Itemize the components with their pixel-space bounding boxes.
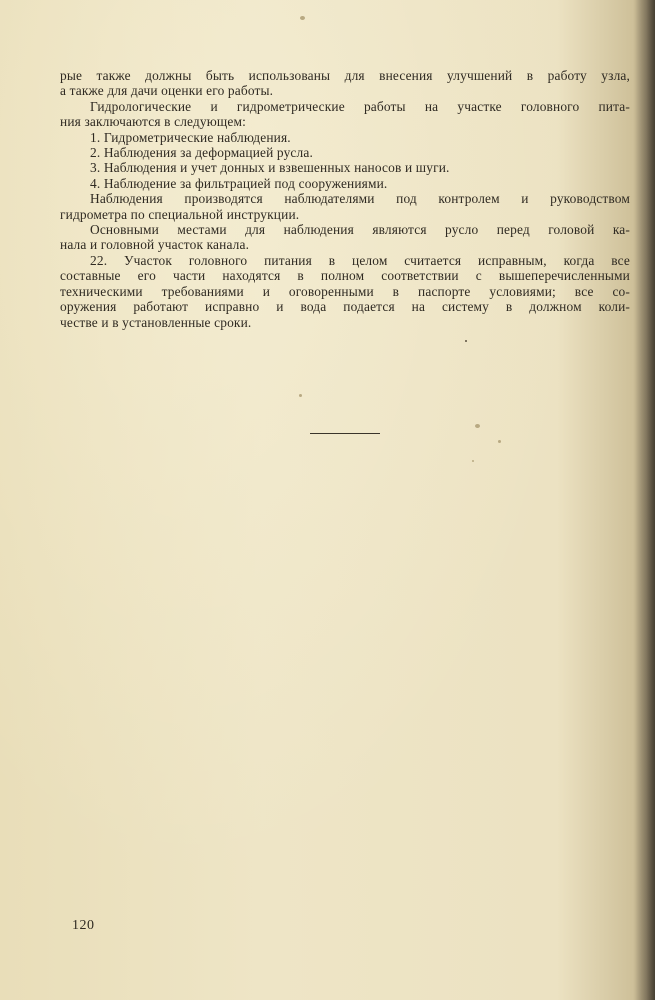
page-number: 120: [72, 918, 95, 933]
text-line: составные его части находятся в полном соответствии с вышеперечисленными: [60, 268, 630, 284]
page-edge-shadow: [633, 0, 655, 1000]
text-line: рые также должны быть использованы для внесения улучшений в работу узла,: [60, 68, 630, 83]
paper-speck: [475, 424, 480, 428]
text-line: 3. Наблюдения и учет донных и взвешенных наносов и шуги.: [90, 160, 450, 176]
text-line: честве и в установленные сроки.: [60, 314, 252, 330]
text-line: 2. Наблюдения за деформацией русла.: [90, 145, 313, 161]
text-line: Наблюдения производятся наблюдателями под контролем и руководством: [90, 191, 630, 207]
text-line: 22. Участок головного питания в целом считается исправным, когда все: [90, 252, 630, 268]
text-line: Основными местами для наблюдения являются русло перед головой ка-: [90, 222, 630, 238]
body-text: [60, 68, 630, 330]
section-end-rule: [310, 433, 380, 434]
text-line: а также для дачи оценки его работы.: [60, 83, 274, 99]
text-line: ния заключаются в следующем:: [60, 114, 246, 130]
paper-speck: [498, 440, 501, 443]
paper-speck: [299, 394, 302, 397]
text-line: 1. Гидрометрические наблюдения.: [90, 129, 291, 145]
text-line: гидрометра по специальной инструкции.: [60, 206, 300, 222]
text-line: нала и головной участок канала.: [60, 237, 250, 253]
text-line: оружения работают исправно и вода подается на систему в должном коли-: [60, 299, 630, 315]
paper-speck: [300, 16, 305, 20]
text-line: техническими требованиями и оговоренными в паспорте условиями; все со-: [60, 283, 630, 299]
text-line: Гидрологические и гидрометрические работы на участке головного пита-: [90, 98, 630, 114]
text-line: 4. Наблюдение за фильтрацией под сооружениями.: [90, 175, 388, 191]
paper-speck: [465, 340, 467, 342]
paper-speck: [472, 460, 474, 462]
